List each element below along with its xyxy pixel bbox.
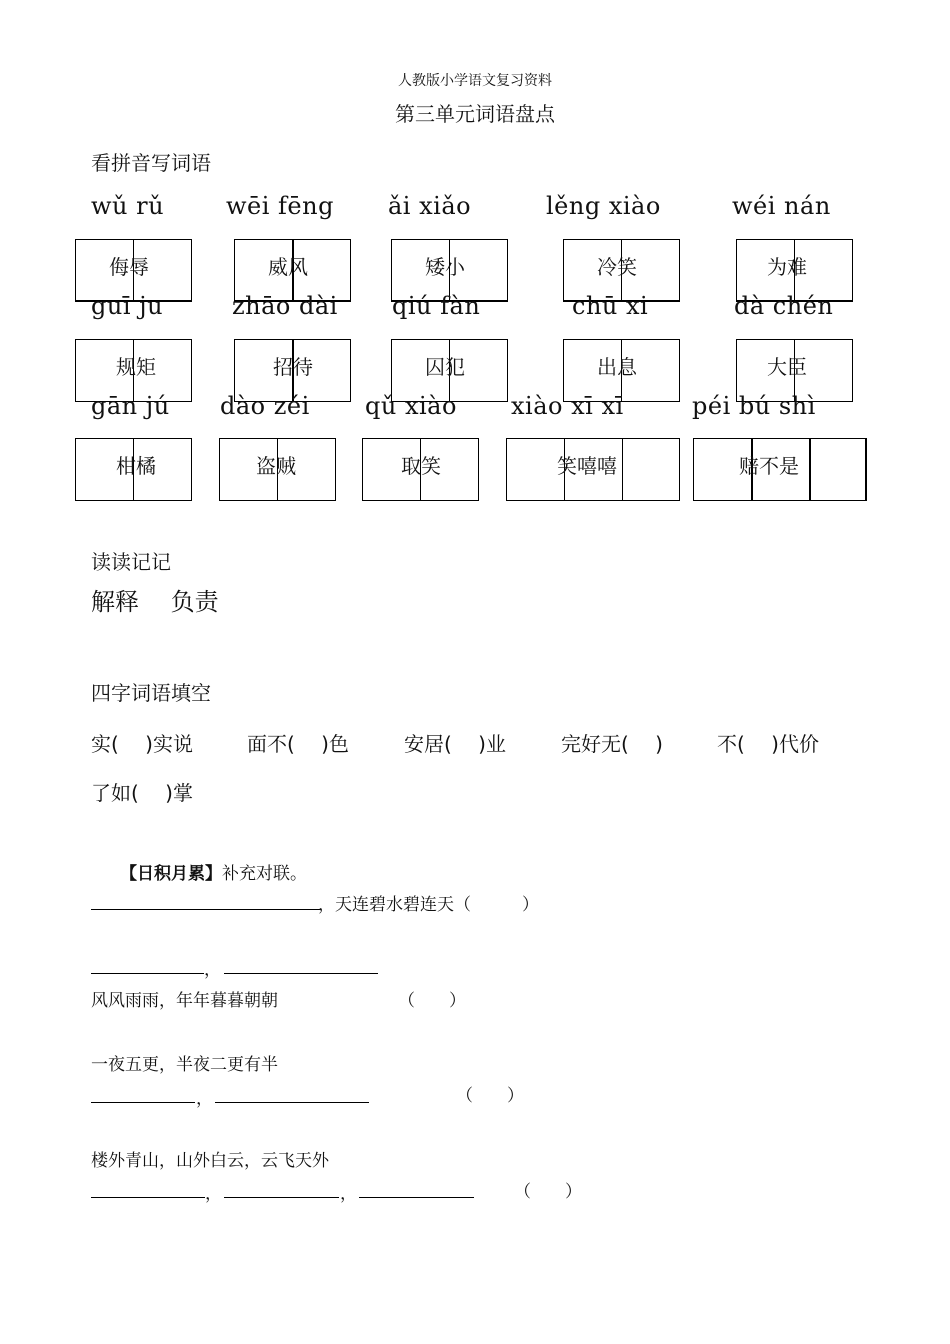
couplet-line-4: 楼外青山，山外白云，云飞天外	[91, 1151, 329, 1171]
comma: ，	[204, 960, 221, 980]
blank-line[interactable]	[359, 1197, 474, 1198]
pinyin-zhao-dai: zhāo dài	[232, 292, 338, 320]
couplet-label: 【日积月累】	[120, 864, 222, 884]
answer-box[interactable]	[506, 438, 680, 501]
pinyin-qu-xiao: qǔ xiào	[365, 392, 457, 420]
blank-line[interactable]	[91, 909, 321, 910]
pinyin-section-heading: 看拼音写词语	[91, 151, 211, 175]
idiom-fill-4[interactable]: 完好无( )	[561, 732, 663, 756]
answer-word: 为难	[767, 255, 807, 279]
answer-word: 侮辱	[109, 255, 149, 279]
answer-paren[interactable]: （ ）	[514, 1182, 582, 1202]
pinyin-wu-ru: wǔ rǔ	[91, 192, 165, 220]
blank-line[interactable]	[91, 1197, 205, 1198]
couplet-instruction	[120, 859, 307, 884]
answer-word: 出息	[597, 355, 637, 379]
idiom-fill-6[interactable]: 了如( )掌	[91, 781, 193, 805]
grid-divider	[622, 439, 623, 500]
fill-section-heading: 四字词语填空	[91, 681, 211, 705]
pinyin-wei-feng: wēi fēng	[226, 192, 334, 220]
answer-paren[interactable]: （ ）	[398, 991, 466, 1011]
page-title: 第三单元词语盘点	[395, 102, 555, 126]
answer-word: 冷笑	[597, 255, 637, 279]
pinyin-wei-nan: wéi nán	[732, 192, 831, 220]
answer-paren[interactable]: （ ）	[456, 1086, 524, 1106]
pinyin-gan-ju: gān jú	[91, 392, 170, 420]
blank-line[interactable]	[224, 973, 378, 974]
answer-box[interactable]	[75, 438, 192, 501]
pinyin-qiu-fan: qiú fàn	[392, 292, 481, 320]
answer-word: 招待	[273, 355, 313, 379]
pinyin-dao-zei: dào zéi	[220, 392, 310, 420]
pinyin-chu-xi: chū xi	[572, 292, 649, 320]
answer-word: 盗贼	[256, 454, 296, 478]
pinyin-gui-ju: guī ju	[91, 292, 164, 320]
answer-word: 矮小	[425, 255, 465, 279]
answer-word: 囚犯	[425, 355, 465, 379]
idiom-fill-1[interactable]: 实( )实说	[91, 732, 193, 756]
answer-word: 规矩	[116, 355, 156, 379]
pinyin-pei-bu-shi: péi bú shì	[692, 392, 816, 420]
answer-box[interactable]	[362, 438, 479, 501]
comma: ，	[205, 1184, 222, 1204]
blank-line[interactable]	[215, 1102, 369, 1103]
document-header: 人教版小学语文复习资料	[398, 73, 552, 89]
pinyin-da-chen: dà chén	[734, 292, 834, 320]
read-section-heading: 读读记记	[91, 550, 171, 574]
answer-word: 赔不是	[739, 454, 799, 478]
comma: ，	[196, 1089, 213, 1109]
idiom-fill-2[interactable]: 面不( )色	[247, 732, 349, 756]
couplet-instruction-text: 补充对联。	[222, 864, 307, 884]
answer-box[interactable]	[693, 438, 867, 501]
idiom-fill-5[interactable]: 不( )代价	[717, 732, 819, 756]
answer-word: 大臣	[767, 355, 807, 379]
couplet-line-2: 风风雨雨，年年暮暮朝朝	[91, 991, 278, 1011]
comma: ，	[340, 1184, 357, 1204]
blank-line[interactable]	[224, 1197, 339, 1198]
blank-line[interactable]	[91, 1102, 195, 1103]
read-words: 解释 负责	[91, 588, 219, 616]
blank-line[interactable]	[91, 973, 204, 974]
answer-box[interactable]	[219, 438, 336, 501]
idiom-fill-3[interactable]: 安居( )业	[404, 732, 506, 756]
answer-word: 柑橘	[116, 454, 156, 478]
pinyin-xiao-xi-xi: xiào xī xī	[511, 392, 624, 420]
pinyin-leng-xiao: lěng xiào	[546, 192, 661, 220]
answer-word: 威风	[268, 255, 308, 279]
answer-word: 笑嘻嘻	[557, 454, 617, 478]
pinyin-ai-xiao: ǎi xiǎo	[388, 192, 472, 220]
couplet-line-1: ，天连碧水碧连天（ ）	[318, 895, 539, 915]
answer-word: 取笑	[401, 454, 441, 478]
grid-divider	[809, 439, 811, 500]
couplet-line-3: 一夜五更，半夜二更有半	[91, 1055, 278, 1075]
